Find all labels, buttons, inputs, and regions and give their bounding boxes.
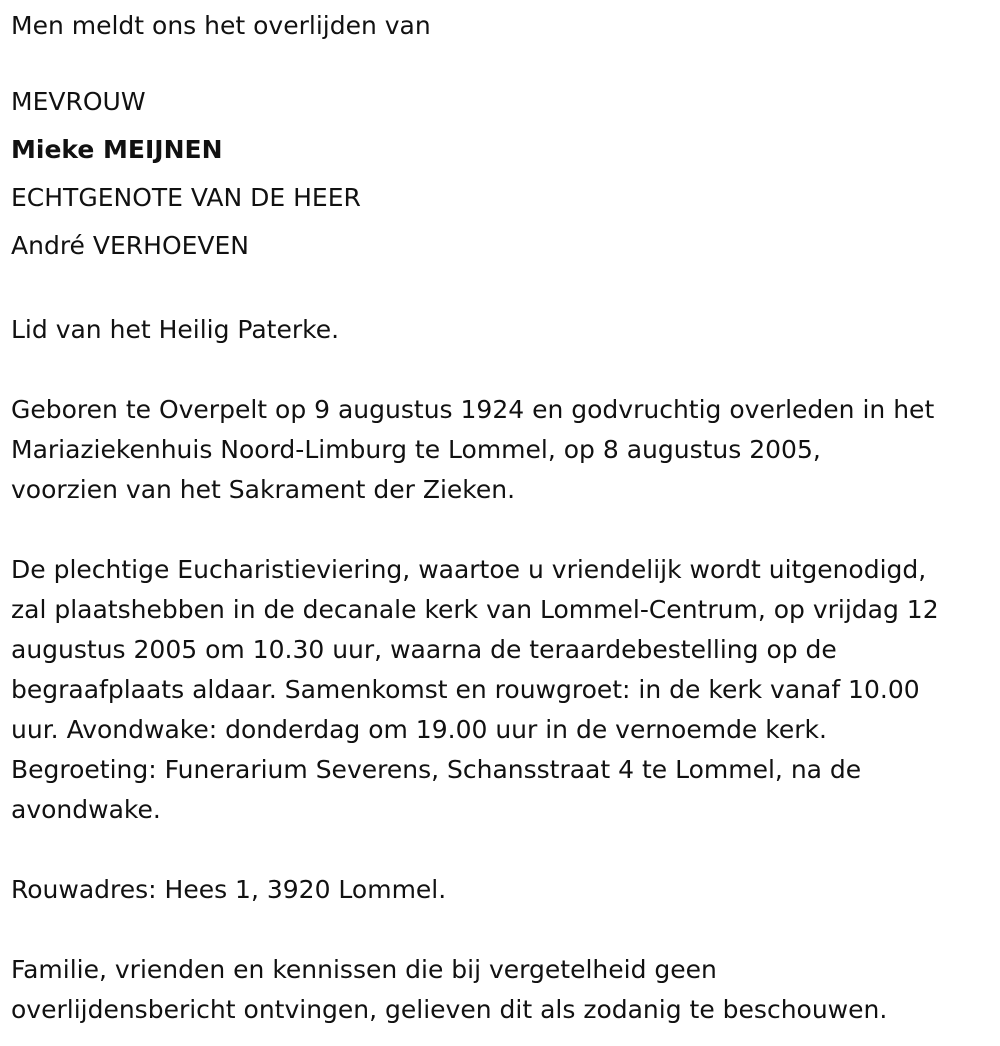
spacer xyxy=(11,830,989,870)
paragraph-line: zal plaatshebben in de decanale kerk van Lommel-Centrum, op vrijdag 12 xyxy=(11,595,939,624)
spouse-relation: ECHTGENOTE VAN DE HEER xyxy=(11,183,361,212)
mourning-address: Rouwadres: Hees 1, 3920 Lommel. xyxy=(11,875,447,904)
deceased-name: Mieke MEIJNEN xyxy=(11,135,223,164)
spacer xyxy=(11,46,989,78)
paragraph-line: Familie, vrienden en kennissen die bij vergetelheid geen xyxy=(11,955,717,984)
paragraph-line: overlijdensbericht ontvingen, gelieven dit als zodanig te beschouwen. xyxy=(11,995,888,1024)
paragraph-line: Begroeting: Funerarium Severens, Schansstraat 4 te Lommel, na de xyxy=(11,755,862,784)
spacer xyxy=(11,350,989,390)
paragraph-line: voorzien van het Sakrament der Zieken. xyxy=(11,475,516,504)
ceremony-paragraph xyxy=(11,550,989,830)
paragraph-line: uur. Avondwake: donderdag om 19.00 uur in de vernoemde kerk. xyxy=(11,715,827,744)
paragraph-line: begraafplaats aldaar. Samenkomst en rouwgroet: in de kerk vanaf 10.00 xyxy=(11,675,920,704)
spacer xyxy=(11,270,989,310)
paragraph-line: Geboren te Overpelt op 9 augustus 1924 en godvruchtig overleden in het xyxy=(11,395,935,424)
intro-text: Men meldt ons het overlijden van xyxy=(11,11,431,40)
membership-text: Lid van het Heilig Paterke. xyxy=(11,315,340,344)
title-line: MEVROUW xyxy=(11,87,146,116)
paragraph-line: augustus 2005 om 10.30 uur, waarna de teraardebestelling op de xyxy=(11,635,837,664)
paragraph-line: Mariaziekenhuis Noord-Limburg te Lommel, op 8 augustus 2005, xyxy=(11,435,821,464)
spacer xyxy=(11,910,989,950)
paragraph-line: De plechtige Eucharistieviering, waartoe u vriendelijk wordt uitgenodigd, xyxy=(11,555,927,584)
paragraph-line: avondwake. xyxy=(11,795,161,824)
spouse-name: André VERHOEVEN xyxy=(11,231,250,260)
birth-death-paragraph xyxy=(11,390,989,510)
spacer xyxy=(11,510,989,550)
closing-paragraph xyxy=(11,950,989,1030)
